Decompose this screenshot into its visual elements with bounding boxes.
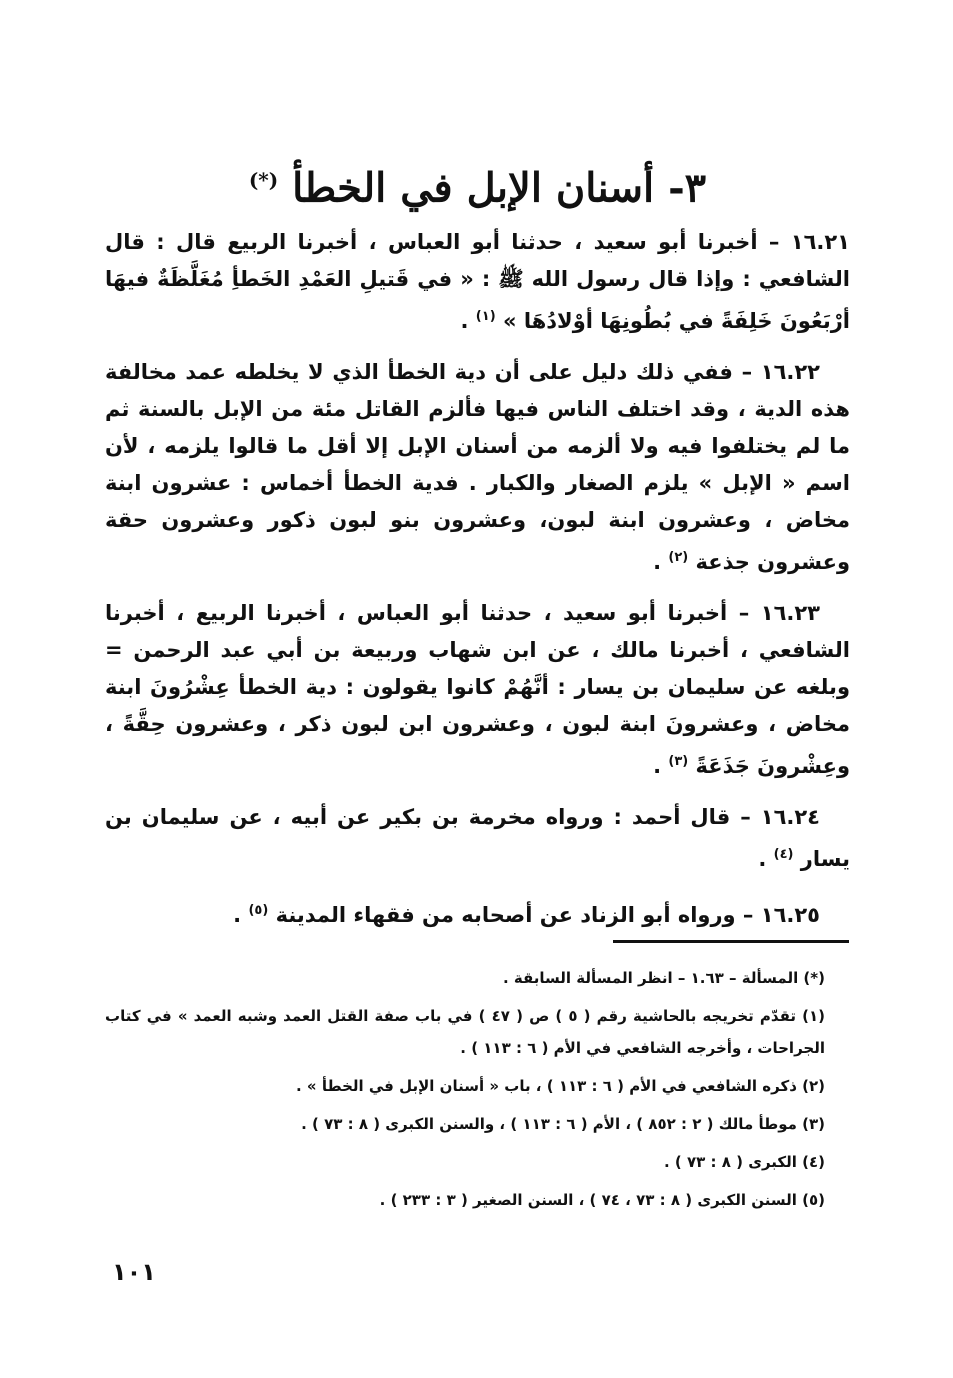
footnote-divider	[613, 940, 849, 943]
footnotes	[105, 962, 850, 1222]
page-number: ١٠١	[112, 1258, 156, 1286]
footnote-5: (٥) السنن الكبرى ( ٨ : ٧٣ ، ٧٤ ) ، السنن الصغير ( ٣ : ٢٣٣ ) .	[379, 1191, 825, 1209]
chapter-title-text: ٣- أسنان الإبل في الخطأ	[292, 164, 707, 212]
footnote-4: (٤) الكبرى ( ٨ : ٧٣ ) .	[663, 1153, 825, 1171]
chapter-title	[105, 150, 850, 218]
paragraph-16-25: ١٦.٢٥ – ورواه أبو الزناد عن أصحابه من فقهاء المدينة $^{(٥)}$ .	[233, 903, 820, 928]
chapter-title-marker: (*)	[248, 168, 279, 192]
paragraph-16-21: ١٦.٢١ – أخبرنا أبو سعيد ، حدثنا أبو العباس ، أخبرنا الربيع قال : قال الشافعي : وإذا قال رسول الله ﷺ : « في قَتيلِ العَمْدِ الخَطأِ مُغَلَّظَةٌ فيهَا أرْبَعُونَ خَلِفَةً في بُطُونِهَا أوْلادُهَا » $^{(١)}$ .	[105, 230, 850, 334]
footnote-ref: (٢)	[668, 550, 689, 566]
paragraph-16-23: ١٦.٢٣ – أخبرنا أبو سعيد ، حدثنا أبو العباس ، أخبرنا الربيع ، أخبرنا الشافعي ، أخبرنا مالك ، عن ابن شهاب وربيعة بن أبي عبد الرحمن = وبلغه عن سليمان بن يسار : أنَّهُمْ كانوا يقولون : دية الخطأ عِشْرُونَ ابنة مخاض ، وعشرونَ ابنة لبون ، وعشرون ابن لبون ذكر ، وعشرون حِقَّةً ، وعِشْرونَ جَذَعَةً $^{(٣)}$ .	[105, 601, 850, 779]
footnote-ref: (١)	[475, 309, 496, 325]
footnote-ref: (٥)	[248, 903, 269, 919]
footnote-3: (٣) موطأ مالك ( ٢ : ٨٥٢ ) ، الأم ( ٦ : ١١٣ ) ، والسنن الكبرى ( ٨ : ٧٣ ) .	[301, 1115, 825, 1133]
footnote-1: (١) تقدّم تخريجه بالحاشية رقم ( ٥ ) ص ( ٤٧ ) في باب صفة القتل العمد وشبه العمد » في كتاب الجراحات ، وأخرجه الشافعي في الأم ( ٦ : ١١٣ ) .	[105, 1007, 826, 1057]
footnote-ref: (٣)	[668, 754, 689, 770]
footnote-ref: (٤)	[773, 847, 794, 863]
paragraph-16-22: ١٦.٢٢ – ففي ذلك دليل على أن دية الخطأ الذي لا يخلطه عمد مخالفة هذه الدية ، وقد اختلف الناس فيها فألزم القاتل مئة من الإبل بالسنة ثم ما لم يختلفوا فيه ولا ألزمه من أسنان الإبل إلا أقل ما قالوا يلزمه ، لأن اسم « الإبل » يلزم الصغار والكبار . فدية الخطأ أخماس : عشرون ابنة مخاض ، وعشرون ابنة لبون، وعشرون بنو لبون ذكور وعشرون حقة وعشرون جذعة $^{(٢)}$ .	[105, 360, 850, 575]
paragraph-16-24: ١٦.٢٤ – قال أحمد : ورواه مخرمة بن بكير عن أبيه ، عن سليمان بن يسار $^{(٤)}$ .	[105, 805, 850, 872]
footnote-star: (*) المسألة – ١.٦٣ – انظر المسألة السابقة .	[502, 969, 825, 987]
page-body	[105, 150, 850, 948]
footnote-2: (٢) ذكره الشافعي في الأم ( ٦ : ١١٣ ) ، باب « أسنان الإبل في الخطأ » .	[296, 1077, 825, 1095]
